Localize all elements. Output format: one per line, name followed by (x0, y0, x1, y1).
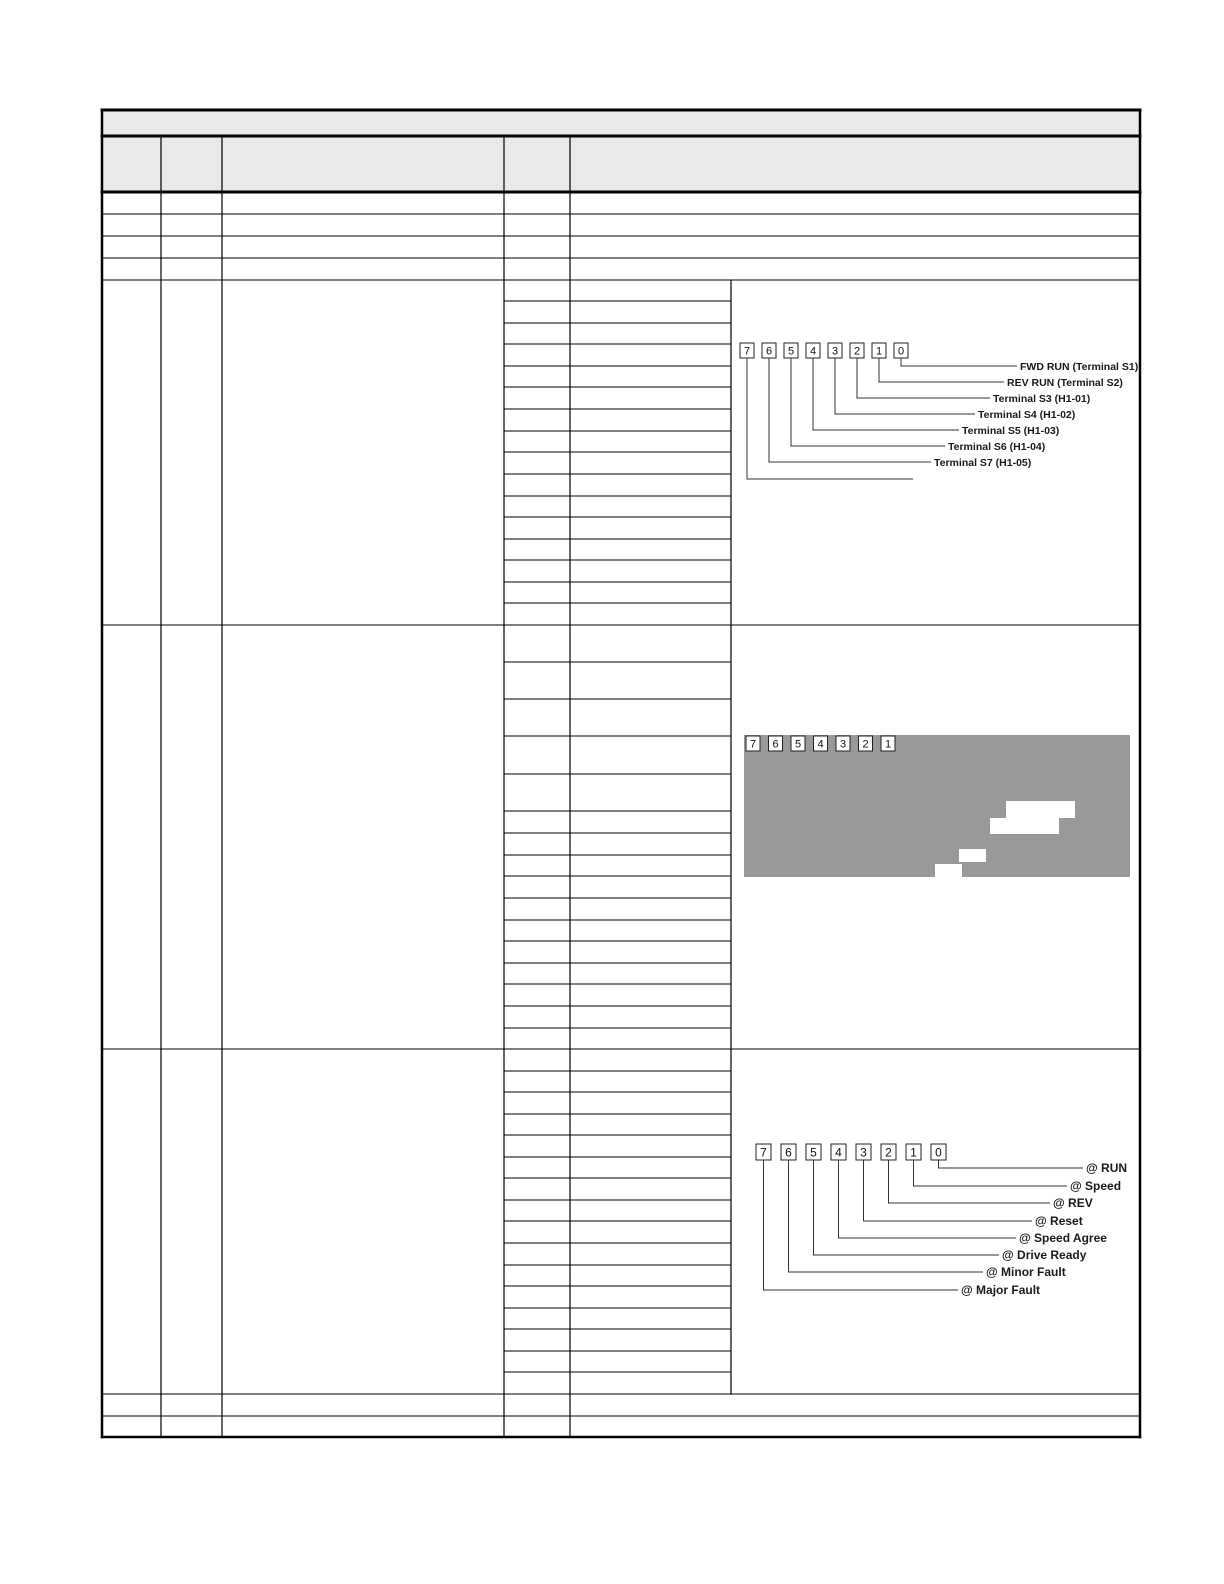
leader-line (889, 1160, 1051, 1203)
bit-label: @ Speed Agree (1019, 1231, 1107, 1245)
bit-number: 5 (810, 1145, 817, 1160)
bit-label: @ REV (1053, 1196, 1093, 1210)
bit-number: 5 (794, 738, 802, 751)
bit-number: 6 (765, 345, 773, 358)
bit-number: 3 (839, 738, 847, 751)
leader-line (839, 1160, 1017, 1238)
leader-line (879, 358, 1004, 382)
bit-number: 7 (749, 738, 757, 751)
bit-number: 7 (760, 1145, 767, 1160)
redaction-block (902, 735, 1130, 751)
redaction-gap (935, 864, 962, 877)
leader-line (764, 1160, 959, 1290)
bit-number: 7 (743, 345, 751, 358)
bit-number: 2 (885, 1145, 892, 1160)
bit-label: @ Speed (1070, 1179, 1122, 1193)
redacted-bit-diagram (744, 735, 1130, 877)
leader-line (791, 358, 945, 446)
bit-number: 1 (884, 738, 892, 751)
bit-number: 4 (817, 738, 824, 751)
bit-number: 6 (772, 738, 779, 751)
bit-number: 4 (835, 1145, 842, 1160)
leader-line (901, 358, 1017, 366)
leader-line (814, 1160, 1000, 1255)
bit-number: 0 (935, 1145, 942, 1160)
bit-number: 6 (785, 1145, 792, 1160)
bit-number: 5 (787, 345, 795, 358)
bit-number: 1 (910, 1145, 917, 1160)
input-terminal-bit-diagram (740, 343, 1138, 479)
bit-number: 2 (853, 345, 861, 358)
redaction-gap (959, 849, 986, 862)
bit-number: 3 (860, 1145, 867, 1160)
bit-label: FWD RUN (Terminal S1) (1020, 361, 1139, 373)
leader-line (857, 358, 990, 398)
leader-line (914, 1160, 1068, 1186)
bit-label: Terminal S7 (H1-05) (934, 457, 1032, 469)
bit-label: Terminal S3 (H1-01) (993, 393, 1091, 405)
status-bit-diagram (756, 1144, 1127, 1297)
bit-number: 3 (831, 345, 839, 358)
bit-label: Terminal S5 (H1-03) (962, 425, 1060, 437)
leader-line (747, 358, 913, 479)
bit-label: Terminal S4 (H1-02) (978, 409, 1076, 421)
bit-number: 0 (897, 345, 905, 358)
bit-number: 2 (862, 738, 869, 751)
leader-line (939, 1160, 1084, 1168)
bit-label: REV RUN (Terminal S2) (1007, 377, 1123, 389)
bit-number: 4 (809, 345, 817, 358)
table-header-row (102, 137, 1140, 192)
bit-label: @ Major Fault (961, 1283, 1041, 1297)
bit-label: @ Minor Fault (986, 1265, 1066, 1279)
redaction-gap (990, 818, 1059, 834)
bit-label: @ Drive Ready (1002, 1248, 1087, 1262)
table-title-band (102, 110, 1140, 135)
bit-label: Terminal S6 (H1-04) (948, 441, 1046, 453)
bit-label: @ RUN (1086, 1161, 1128, 1175)
bit-label: @ Reset (1035, 1214, 1083, 1228)
bit-number: 1 (875, 345, 883, 358)
redaction-gap (1006, 801, 1075, 818)
